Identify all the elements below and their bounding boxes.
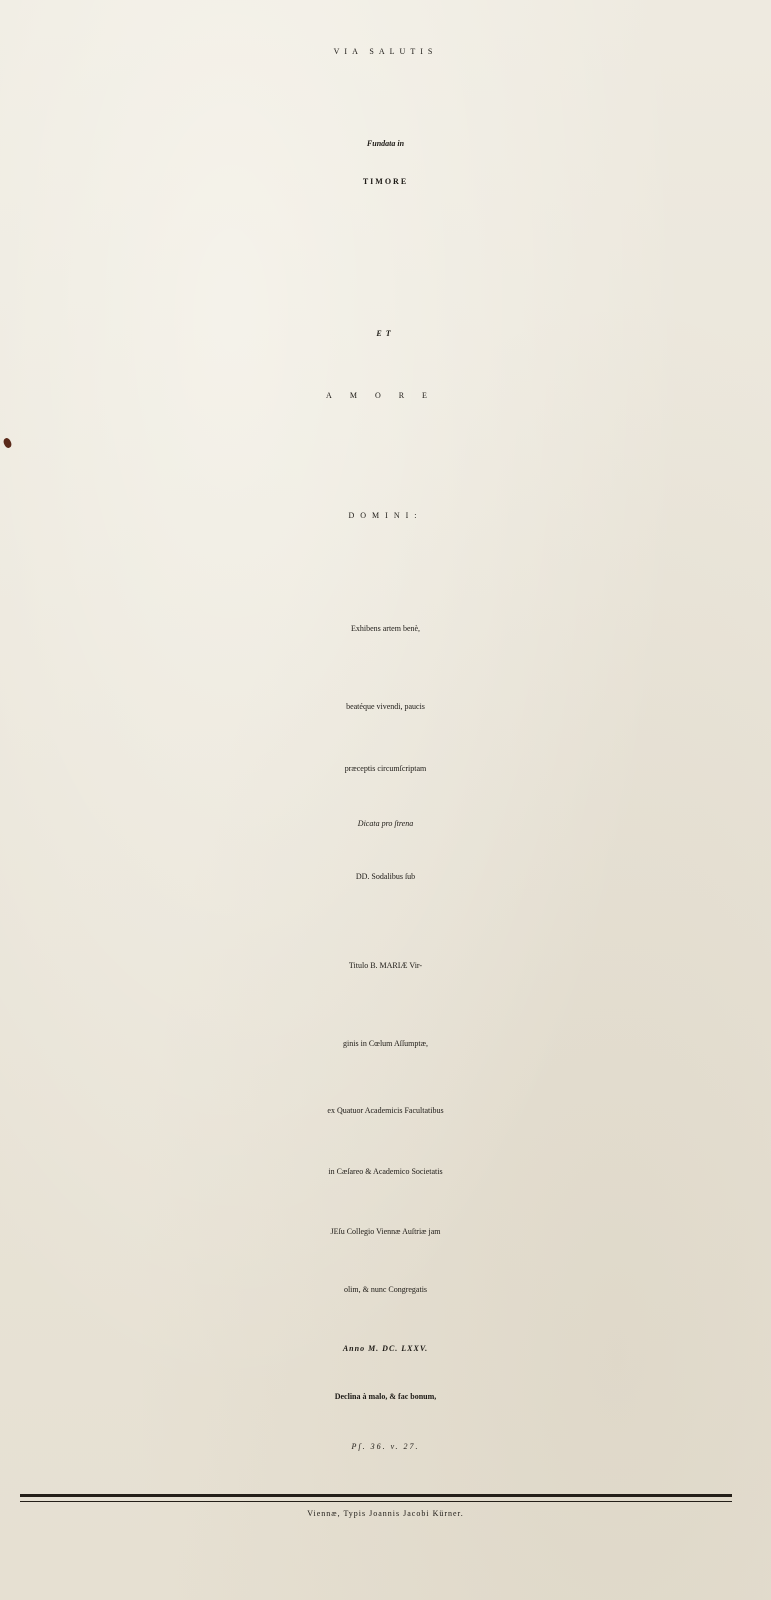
- dedicatee-line-5: in Cæſareo & Academico Societatis: [328, 1167, 443, 1176]
- description-line-2: beatéque vivendi, paucis: [346, 702, 425, 711]
- title-line-timore: TIMORE: [362, 177, 409, 186]
- title-line-via-salutis: VIA SALUTIS: [333, 47, 438, 56]
- year-line: Anno M. DC. LXXV.: [342, 1344, 429, 1353]
- psalm-citation: Pſ. 36. v. 27.: [351, 1442, 420, 1451]
- dedicatee-line-6: JEſu Collegio Viennæ Auſtriæ jam: [330, 1227, 441, 1236]
- dedicatee-line-1: DD. Sodalibus ſub: [355, 872, 416, 881]
- title-line-amore: AMORE: [326, 391, 445, 400]
- conjunction-et: ET: [376, 329, 395, 338]
- ink-blot: [2, 437, 13, 449]
- motto-line: Declina à malo, & fac bonum,: [334, 1392, 437, 1401]
- description-line-1: Exhibens artem benè,: [350, 624, 421, 633]
- imprint-rule-thin: [20, 1501, 732, 1502]
- dedicatee-line-7: olim, & nunc Congregatis: [343, 1285, 428, 1294]
- dedicatee-line-2: Titulo B. MARIÆ Vir-: [348, 961, 423, 970]
- title-line-domini: DOMINI:: [348, 511, 423, 520]
- dedicatee-line-4: ex Quatuor Academicis Facultatibus: [327, 1106, 444, 1115]
- dedication-line: Dicata pro ſtrena: [357, 819, 414, 828]
- dedicatee-line-3: ginis in Cœlum Aſſumptæ,: [343, 1039, 428, 1048]
- description-line-3: præceptis circumſcriptam: [344, 764, 427, 773]
- imprint-line: Viennæ, Typis Joannis Jacobi Kürner.: [307, 1509, 464, 1518]
- subtitle-fundata-in: Fundata in: [366, 139, 405, 148]
- imprint-rule-thick: [20, 1494, 732, 1497]
